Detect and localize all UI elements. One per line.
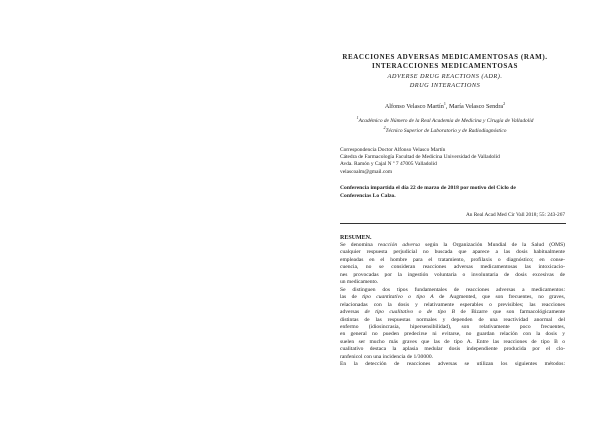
author-name: María Velasco Sendra (448, 103, 504, 110)
body-text-italic: tipo cuantitativo o tipo A (362, 294, 434, 301)
body-line (340, 242, 565, 249)
body-text: según la Organización Mundial de la Salud (OMS) (419, 242, 565, 248)
body-line: empleadas en el hombre para el tratamiento, profilaxis o diagnóstico; en conse- (340, 256, 565, 263)
section-divider (340, 223, 566, 224)
conference-note (340, 185, 565, 200)
body-line: cualitativo destaca la aplasia medular dosis independiente producida por el clo- (340, 346, 565, 353)
abstract-body (340, 242, 565, 369)
correspondence-email: velascoalm@gmail.com (340, 168, 393, 175)
author-list (330, 100, 560, 111)
author-name: Alfonso Velasco Martín (384, 103, 444, 110)
affiliation-marker: 1 (356, 115, 359, 121)
title-line-1: REACCIONES ADVERSAS MEDICAMENTOSAS (RAM). (342, 53, 548, 61)
body-text-italic: de tipo cualitativo o de tipo B (364, 309, 456, 316)
conference-line: Conferencia impartida el día 22 de marzo de 2018 por motivo del Ciclo de (340, 185, 516, 191)
body-line: un medicamento. (340, 279, 379, 286)
subtitle-line-1: ADVERSE DRUG REACTIONS (ADR). (387, 73, 503, 80)
body-line: nes provocadas por la ingestión voluntaria o involuntaria de dosis excesivas de (340, 271, 565, 278)
body-line (340, 309, 565, 316)
body-line: relacionadas con la dosis y relativamente esperables o previsibles; las reacciones (340, 301, 565, 308)
title-line-2: INTERACCIONES MEDICAMENTOSAS (372, 62, 518, 70)
body-line: En la detección de reacciones adversas se utilizan los siguientes métodos: (340, 361, 565, 368)
affiliation-2 (330, 127, 560, 135)
body-line: ranfenicol con una incidencia de 1/30000. (340, 353, 434, 360)
author-affiliation-marker: 1 (443, 100, 446, 106)
abstract-heading: RESUMEN. (340, 235, 372, 241)
conference-line: Conferencias Lo Calzo. (340, 192, 396, 199)
body-line: Se distinguen dos tipos fundamentales de reacciones adversas a medicamentos: (340, 286, 565, 293)
correspondence-line: Avda. Ramón y Cajal N º 7 47005 Valladolid (340, 161, 437, 168)
body-line: cuencia, no se consideran reacciones adversas medicamentosas las intoxicacio- (340, 264, 565, 271)
body-text: Se denomina (340, 242, 378, 248)
body-text-italic: reacción adversa (377, 242, 420, 248)
body-text: de Bizarre que son farmacológicamente (455, 309, 565, 316)
correspondence-block (340, 147, 570, 176)
correspondence-line: Correspondencia Doctor Alfonso Velasco Martín (340, 147, 446, 153)
body-line: distintas de las respuestas normales y dependen de una reactividad anormal del (340, 316, 565, 323)
body-line (340, 294, 565, 301)
body-line: en general no pueden predecirse ni evitarse, no guardan relación con la dosis y (340, 331, 565, 338)
article-title-english (330, 72, 560, 90)
affiliation-1 (330, 117, 560, 125)
body-text: adversas (340, 309, 365, 316)
body-text: las de (340, 294, 363, 301)
affiliation-marker: 2 (383, 125, 386, 131)
article-title-spanish (330, 53, 560, 71)
body-line: cualquier respuesta perjudicial no buscada que aparece a las dosis habitualmente (340, 249, 565, 256)
journal-citation: An Real Acad Med Cir Vall 2018; 55: 243-267 (465, 212, 565, 218)
affiliation-text: Académico de Número de la Real Academia de Medicina y Cirugía de Valladolid (358, 118, 534, 124)
affiliation-text: Técnico Superior de Laboratorio y de Radiodiagnóstico (385, 128, 507, 134)
body-line: suelen ser mucho más graves que las de tipo A. Entre las reacciones de tipo B o (340, 338, 565, 345)
subtitle-line-2: DRUG INTERACTIONS (409, 82, 481, 89)
author-separator: , (445, 103, 449, 110)
correspondence-line: Cátedra de Farmacología Facultad de Medicina Universidad de Valladolid (340, 154, 500, 161)
body-text: de Augmented, que son frecuentes, no graves, (433, 294, 565, 301)
author-affiliation-marker: 2 (503, 100, 506, 106)
body-line: enfermo (idiosincrasia, hipersensibilidad), son relativamente poco frecuentes, (340, 323, 565, 330)
